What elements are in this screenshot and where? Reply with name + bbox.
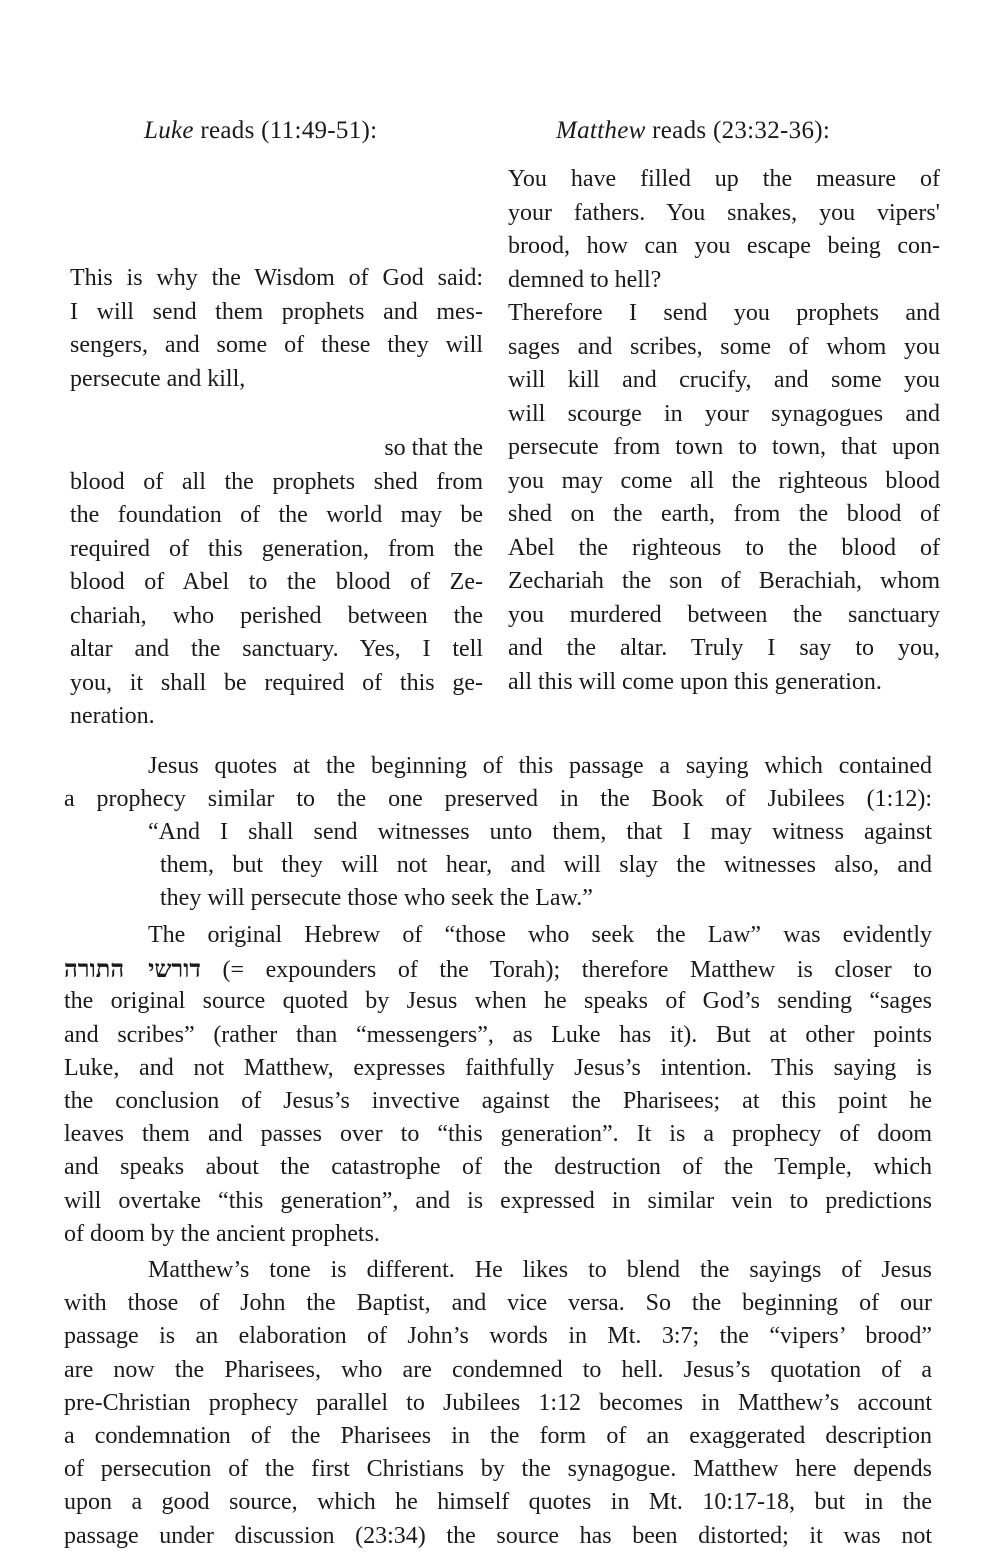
paragraph-line: pre-Christian prophecy parallel to Jubilees 1:12 becomes in Matthew’s account: [64, 1389, 932, 1416]
luke-heading-book: Luke: [144, 117, 194, 144]
paragraph-line-rest: (= expounders of the Torah); therefore Matthew is closer to: [222, 957, 933, 984]
paragraph-line: leaves them and passes over to “this generation”. It is a prophecy of doom: [64, 1121, 932, 1148]
paragraph-line: are now the Pharisees, who are condemned to hell. Jesus’s quotation of a: [64, 1356, 932, 1383]
paragraph-line: with those of John the Baptist, and vice versa. So the beginning of our: [64, 1290, 932, 1317]
paragraph-line: the conclusion of Jesus’s invective against the Pharisees; at this point he: [64, 1087, 932, 1114]
matthew-line: persecute from town to town, that upon: [508, 434, 940, 460]
luke-line: the foundation of the world may be: [70, 502, 483, 528]
luke-column-block-2: [70, 432, 483, 734]
luke-line: neration.: [70, 703, 155, 729]
jubilees-quotation: [148, 816, 932, 916]
paragraph-line: Matthew’s tone is different. He likes to blend the sayings of Jesus: [148, 1257, 932, 1283]
quotation-line: they will persecute those who seek the Law.”: [160, 885, 593, 912]
luke-line: you, it shall be required of this ge-: [70, 669, 483, 696]
paragraph-line: The original Hebrew of “those who seek the Law” was evidently: [148, 922, 932, 948]
luke-line: This is why the Wisdom of God said:: [70, 265, 483, 291]
luke-line: blood of all the prophets shed from: [70, 468, 483, 495]
paragraph-line: the original source quoted by Jesus when he speaks of God’s sending “sages: [64, 988, 932, 1015]
paragraph-line: passage under discussion (23:34) the source has been distorted; it was not: [64, 1522, 932, 1549]
luke-column-block-1: [70, 262, 483, 396]
matthew-line: sages and scribes, some of whom you: [508, 333, 940, 360]
matthew-line: Zechariah the son of Berachiah, whom: [508, 568, 940, 594]
matthew-line: you may come all the righteous blood: [508, 467, 940, 494]
matthew-line: will kill and crucify, and some you: [508, 367, 940, 393]
luke-line: I will send them prophets and mes-: [70, 298, 483, 325]
matthew-line: Therefore I send you prophets and: [508, 300, 940, 326]
luke-line: altar and the sanctuary. Yes, I tell: [70, 636, 483, 662]
luke-line: persecute and kill,: [70, 365, 246, 392]
luke-line: required of this generation, from the: [70, 535, 483, 562]
luke-heading: [144, 114, 377, 148]
paragraph-line: of doom by the ancient prophets.: [64, 1220, 380, 1247]
luke-line: blood of Abel to the blood of Ze-: [70, 569, 483, 595]
hebrew-phrase: דורשי התורה: [64, 954, 201, 984]
matthew-line: your fathers. You snakes, you vipers': [508, 199, 940, 226]
paragraph-line: and scribes” (rather than “messengers”, as Luke has it). But at other points: [64, 1021, 932, 1048]
luke-line: sengers, and some of these they will: [70, 332, 483, 358]
paragraph-line: a prophecy similar to the one preserved in the Book of Jubilees (1:12):: [64, 786, 932, 813]
luke-line: so that the: [384, 435, 483, 461]
paragraph-line: passage is an elaboration of John’s words in Mt. 3:7; the “vipers’ brood”: [64, 1323, 932, 1350]
matthew-heading-book: Matthew: [556, 117, 646, 144]
matthew-line: demned to hell?: [508, 266, 662, 293]
paragraph-line: will overtake “this generation”, and is expressed in similar vein to predictions: [64, 1187, 932, 1214]
luke-line: chariah, who perished between the: [70, 602, 483, 629]
matthew-line: You have filled up the measure of: [508, 166, 940, 192]
matthew-line: Abel the righteous to the blood of: [508, 534, 940, 561]
paragraph-2: [64, 919, 932, 1251]
matthew-line: will scourge in your synagogues and: [508, 400, 940, 427]
quotation-line: them, but they will not hear, and will slay the witnesses also, and: [160, 852, 932, 879]
luke-heading-reference: reads (11:49-51):: [200, 117, 378, 144]
paragraph-line: and speaks about the catastrophe of the destruction of the Temple, which: [64, 1154, 932, 1181]
paragraph-3: [64, 1254, 932, 1553]
matthew-line: shed on the earth, from the blood of: [508, 501, 940, 527]
paragraph-1: [64, 750, 932, 816]
paragraph-line: Luke, and not Matthew, expresses faithfully Jesus’s intention. This saying is: [64, 1054, 932, 1081]
paragraph-line: Jesus quotes at the beginning of this passage a saying which contained: [148, 753, 932, 779]
matthew-heading-reference: reads (23:32-36):: [652, 117, 831, 144]
matthew-column: [508, 163, 940, 699]
matthew-line: you murdered between the sanctuary: [508, 601, 940, 628]
paragraph-line-with-hebrew: [64, 952, 932, 985]
matthew-line: all this will come upon this generation.: [508, 668, 882, 695]
matthew-line: and the altar. Truly I say to you,: [508, 635, 940, 661]
matthew-line: brood, how can you escape being con-: [508, 233, 940, 259]
paragraph-line: of persecution of the first Christians by the synagogue. Matthew here depends: [64, 1456, 932, 1483]
matthew-heading: [556, 114, 830, 148]
quotation-line: “And I shall send witnesses unto them, that I may witness against: [148, 819, 932, 845]
paragraph-line: upon a good source, which he himself quotes in Mt. 10:17-18, but in the: [64, 1489, 932, 1516]
paragraph-line: a condemnation of the Pharisees in the form of an exaggerated description: [64, 1422, 932, 1449]
